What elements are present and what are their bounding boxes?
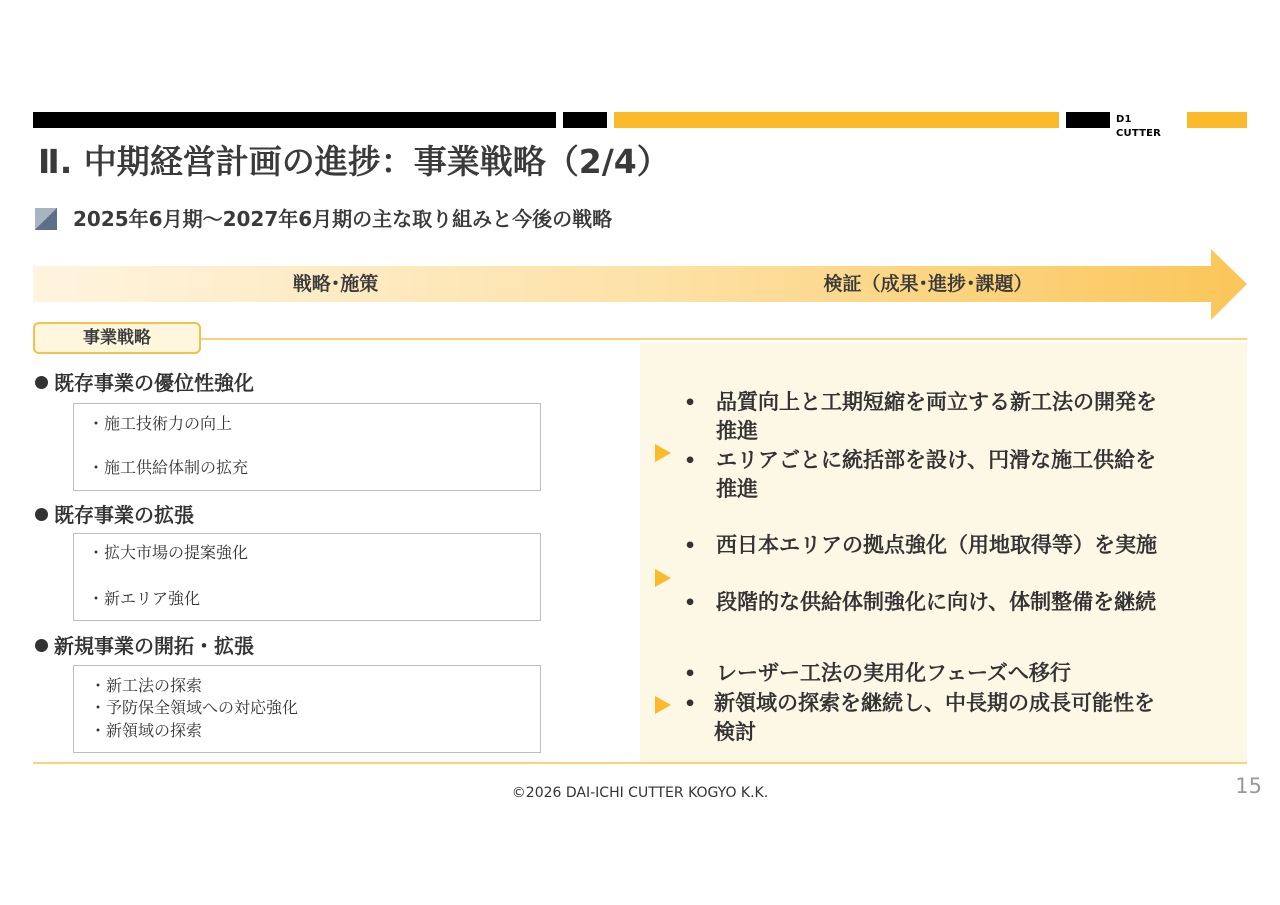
result-bullet: • xyxy=(684,392,697,414)
section-heading xyxy=(35,501,194,529)
bullet-dot-icon xyxy=(35,639,48,652)
strategy-box xyxy=(73,665,541,753)
strategy-item: ・施工技術力の向上 xyxy=(88,414,233,433)
strategy-item: ・拡大市場の提案強化 xyxy=(88,543,249,562)
result-bullet: • xyxy=(684,535,697,557)
divider-bottom xyxy=(33,762,1247,764)
triangle-arrow-icon xyxy=(655,444,671,462)
section-heading-text: 新規事業の開拓・拡張 xyxy=(54,634,254,658)
result-text: レーザー工法の実用化フェーズへ移行 xyxy=(716,661,1071,685)
section-heading-text: 既存事業の優位性強化 xyxy=(54,371,254,395)
divider-top xyxy=(200,338,1247,340)
result-text: 西日本エリアの拠点強化（用地取得等）を実施 xyxy=(716,533,1157,557)
header-bar-yellow-2 xyxy=(1187,112,1247,128)
header-bar-black-1 xyxy=(33,112,556,128)
header-strategy-label: 戦略･施策 xyxy=(292,273,379,295)
strategy-box xyxy=(73,533,541,621)
result-text: 検討 xyxy=(714,720,756,744)
brand-logo-text: D1 CUTTER xyxy=(1116,114,1162,139)
header-bar-black-2 xyxy=(563,112,607,128)
result-text: 推進 xyxy=(716,419,758,443)
result-bullet: • xyxy=(684,693,697,715)
triangle-arrow-icon xyxy=(655,569,671,587)
strategy-item: ・施工供給体制の拡充 xyxy=(88,458,249,477)
header-bar-yellow-1 xyxy=(614,112,1059,128)
result-bullet: • xyxy=(684,663,697,685)
bullet-dot-icon xyxy=(35,508,48,521)
result-bullet: • xyxy=(684,592,697,614)
copyright-footer: ©2026 DAI-ICHI CUTTER KOGYO K.K. xyxy=(511,785,769,801)
page-title: Ⅱ. 中期経営計画の進捗：事業戦略（2/4） xyxy=(38,142,670,181)
triangle-arrow-icon xyxy=(655,696,671,714)
page-number: 15 xyxy=(1235,774,1262,798)
strategy-item: ・予防保全領域への対応強化 xyxy=(90,698,299,717)
section-heading xyxy=(35,369,254,397)
result-bullet: • xyxy=(684,450,697,472)
strategy-box xyxy=(73,403,541,491)
result-text: 新領域の探索を継続し、中長期の成長可能性を xyxy=(714,691,1155,715)
strategy-item: ・新工法の探索 xyxy=(90,676,203,695)
result-text: エリアごとに統括部を設け、円滑な施工供給を xyxy=(716,448,1157,472)
result-text: 推進 xyxy=(716,477,758,501)
strategy-item: ・新エリア強化 xyxy=(88,589,201,608)
header-bar-black-3 xyxy=(1066,112,1110,128)
business-strategy-tag: 事業戦略 xyxy=(33,322,201,354)
section-heading xyxy=(35,632,254,660)
header-verification-label: 検証（成果･進捗･課題） xyxy=(823,273,1033,295)
result-text: 段階的な供給体制強化に向け、体制整備を継続 xyxy=(716,590,1157,614)
bullet-dot-icon xyxy=(35,376,48,389)
page-subtitle: 2025年6月期～2027年6月期の主な取り組みと今後の戦略 xyxy=(73,207,613,231)
section-heading-text: 既存事業の拡張 xyxy=(54,503,194,527)
subtitle-square-icon xyxy=(35,208,57,230)
strategy-item: ・新領域の探索 xyxy=(90,721,203,740)
result-text: 品質向上と工期短縮を両立する新工法の開発を xyxy=(716,390,1157,414)
